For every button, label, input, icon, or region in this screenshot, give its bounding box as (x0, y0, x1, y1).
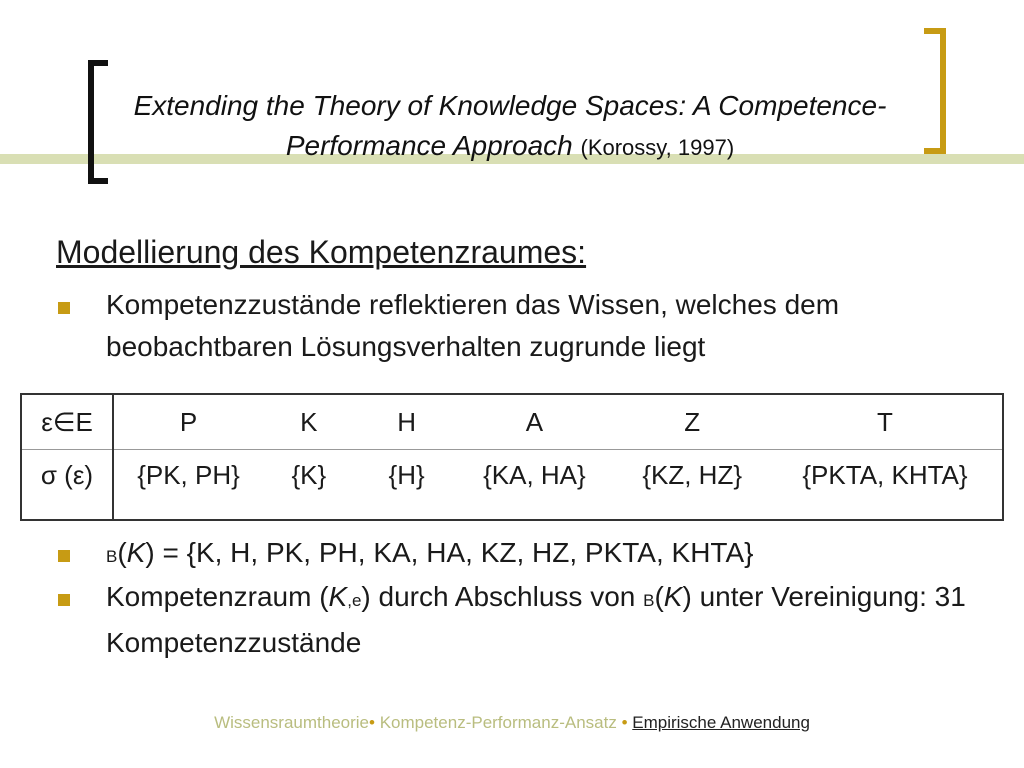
table-col-header: Z (684, 406, 701, 437)
bullet-marker (58, 302, 70, 314)
table-cell: {PKTA, KHTA} (802, 460, 968, 490)
subscript-e: ,e (347, 591, 362, 610)
title-main: Extending the Theory of Knowledge Spaces: A Competence-Performance Approach (133, 90, 887, 161)
bullet-marker (58, 594, 70, 606)
footer-nav (0, 713, 1024, 733)
base-symbol: B (106, 547, 118, 566)
table-col-header: A (525, 406, 544, 437)
table-cell: {KA, HA} (483, 460, 586, 490)
table-col-header: P (179, 406, 198, 437)
var-k: K (663, 581, 683, 612)
footer-link-kompetenz[interactable]: Kompetenz-Performanz-Ansatz (374, 713, 622, 732)
title-citation: (Korossy, 1997) (580, 135, 735, 160)
table-row (21, 450, 1003, 521)
footer-link-empirische-anwendung[interactable]: Empirische Anwendung (632, 713, 810, 732)
section-heading: Modellierung des Kompetenzraumes: (56, 234, 587, 270)
table-col-header: T (877, 406, 893, 437)
table-row-label: σ (ε) (21, 450, 113, 521)
var-k: K (126, 537, 146, 568)
table-cell: {K} (291, 460, 327, 490)
table-col-header: K (300, 406, 318, 437)
base-symbol: B (643, 591, 655, 610)
footer-separator: • (369, 713, 375, 732)
var-k: K (328, 581, 348, 612)
footer-link-wissensraumtheorie[interactable]: Wissensraumtheorie (214, 713, 370, 732)
right-bracket (924, 28, 946, 154)
footer-separator: • (621, 713, 628, 732)
table-cell: {PK, PH} (137, 460, 240, 490)
competence-table (20, 393, 1004, 521)
bullet-text-2: B(K) = {K, H, PK, PH, KA, HA, KZ, HZ, PKTA, KHTA} (106, 537, 754, 568)
slide-title (100, 86, 920, 168)
table-header-label: ε∈E (21, 394, 113, 450)
table-row (21, 394, 1003, 450)
bullet-marker (58, 550, 70, 562)
table-col-header: H (397, 406, 416, 437)
table-cell: {KZ, HZ} (642, 460, 743, 490)
bullet-text-1: Kompetenzzustände reflektieren das Wissen, welches dem beobachtbaren Lösungsverhalten zugrunde liegt (106, 289, 840, 362)
table-cell: {H} (388, 460, 425, 490)
bullet-text-3: Kompetenzraum (K,e) durch Abschluss von B(K) unter Vereinigung: 31 Kompetenzzustände (106, 581, 966, 658)
